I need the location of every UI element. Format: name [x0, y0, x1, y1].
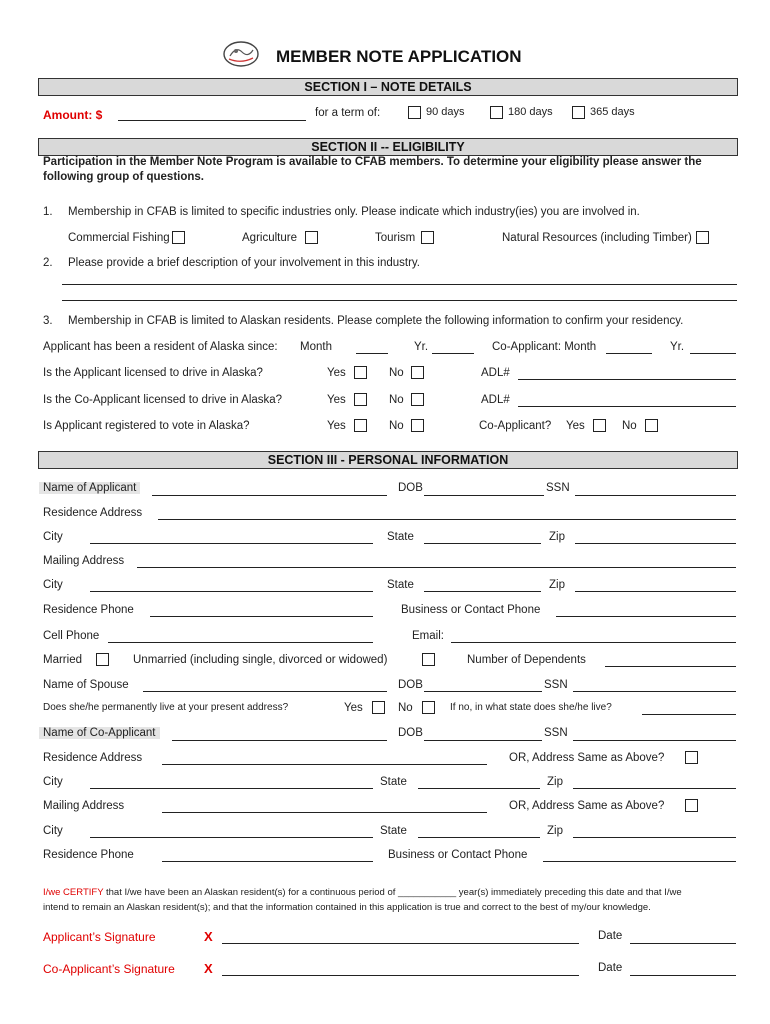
vote-coapp-yes-checkbox[interactable]: [593, 419, 606, 432]
coapp-mail-city-label: City: [43, 825, 63, 837]
mailing-address-label: Mailing Address: [43, 555, 125, 567]
coapp-month-input[interactable]: [606, 353, 652, 354]
spouse-dob-label: DOB: [398, 679, 423, 691]
res-state-label: State: [387, 531, 414, 543]
res-zip-label: Zip: [549, 531, 565, 543]
vote-coapp-yes-label: Yes: [566, 420, 585, 432]
vote-coapp-label: Co-Applicant?: [479, 420, 552, 432]
industry-fishing-label: Commercial Fishing: [68, 232, 170, 244]
q2-text: Please provide a brief description of your involvement in this industry.: [68, 257, 420, 269]
coapp-business-phone-label: Business or Contact Phone: [388, 849, 528, 861]
app-dob-label: DOB: [398, 482, 423, 494]
coapp-mail-same-label: OR, Address Same as Above?: [509, 800, 665, 812]
licensed-app-yes-label: Yes: [327, 367, 346, 379]
coapp-residence-input[interactable]: [162, 764, 487, 765]
industry-agriculture-checkbox[interactable]: [305, 231, 318, 244]
coapp-res-state-label: State: [380, 776, 407, 788]
coapp-ssn-label: SSN: [544, 727, 568, 739]
spouse-ssn-label: SSN: [544, 679, 568, 691]
term-365-label: 365 days: [590, 106, 635, 118]
industry-natural-label: Natural Resources (including Timber): [502, 232, 692, 244]
section1-header: SECTION I – NOTE DETAILS: [38, 78, 738, 96]
coapp-residence-phone-input[interactable]: [162, 861, 373, 862]
coapp-res-city-input[interactable]: [90, 788, 373, 789]
business-phone-label: Business or Contact Phone: [401, 604, 541, 616]
coapp-mail-zip-label: Zip: [547, 825, 563, 837]
adl-coapp-label: ADL#: [481, 394, 510, 406]
vote-yes-checkbox[interactable]: [354, 419, 367, 432]
mail-zip-label: Zip: [549, 579, 565, 591]
licensed-coapp-no-label: No: [389, 394, 404, 406]
vote-no-checkbox[interactable]: [411, 419, 424, 432]
coapp-res-state-input[interactable]: [418, 788, 540, 789]
section3-header: SECTION III - PERSONAL INFORMATION: [38, 451, 738, 469]
vote-no-label: No: [389, 420, 404, 432]
applicant-signature-label: Applicant’s Signature: [43, 930, 156, 944]
industry-tourism-label: Tourism: [375, 232, 416, 244]
licensed-coapp-no-checkbox[interactable]: [411, 393, 424, 406]
spouse-ssn-input[interactable]: [573, 691, 736, 692]
coapp-mailing-input[interactable]: [162, 812, 487, 813]
industry-fishing-checkbox[interactable]: [172, 231, 185, 244]
q1-text: Membership in CFAB is limited to specific industries only. Please indicate which industry(ies) you are involved in.: [68, 206, 640, 218]
business-phone-input[interactable]: [556, 616, 736, 617]
amount-label: Amount: $: [43, 108, 103, 122]
term-180-checkbox[interactable]: [490, 106, 503, 119]
applicant-signature-input[interactable]: [222, 943, 579, 944]
term-90-checkbox[interactable]: [408, 106, 421, 119]
mail-city-label: City: [43, 579, 63, 591]
applicant-date-label: Date: [598, 930, 623, 942]
res-city-input[interactable]: [90, 543, 373, 544]
licensed-app-yes-checkbox[interactable]: [354, 366, 367, 379]
resident-month-input[interactable]: [356, 353, 388, 354]
coapp-residence-phone-label: Residence Phone: [43, 849, 134, 861]
vote-yes-label: Yes: [327, 420, 346, 432]
coapplicant-signature-label: Co-Applicant’s Signature: [43, 962, 175, 976]
cell-phone-input[interactable]: [108, 642, 373, 643]
unmarried-checkbox[interactable]: [422, 653, 435, 666]
app-ssn-input[interactable]: [575, 495, 736, 496]
applicant-signature-x: X: [204, 929, 213, 944]
permanent-question: Does she/he permanently live at your present address?: [43, 702, 289, 713]
married-label: Married: [43, 654, 82, 666]
q2-number: 2.: [43, 257, 53, 269]
coapp-res-zip-input[interactable]: [573, 788, 736, 789]
vote-coapp-no-checkbox[interactable]: [645, 419, 658, 432]
permanent-yes-label: Yes: [344, 702, 363, 714]
q3-text: Membership in CFAB is limited to Alaskan residents. Please complete the following information to confirm your residency.: [68, 315, 684, 327]
licensed-coapp-yes-label: Yes: [327, 394, 346, 406]
coapp-mail-state-input[interactable]: [418, 837, 540, 838]
coapp-month-label: Co-Applicant: Month: [492, 341, 597, 353]
eligibility-intro: Participation in the Member Note Program is available to CFAB members. To determine your eligibility please answer the following group of questions.: [43, 156, 702, 183]
adl-coapp-input[interactable]: [518, 406, 736, 407]
spouse-dob-input[interactable]: [424, 691, 542, 692]
mail-state-label: State: [387, 579, 414, 591]
email-input[interactable]: [451, 642, 736, 643]
resident-since-label: Applicant has been a resident of Alaska since:: [43, 341, 278, 353]
app-ssn-label: SSN: [546, 482, 570, 494]
cell-phone-label: Cell Phone: [43, 630, 100, 642]
residence-address-label: Residence Address: [43, 507, 143, 519]
res-zip-input[interactable]: [575, 543, 736, 544]
adl-app-input[interactable]: [518, 379, 736, 380]
vote-coapp-no-label: No: [622, 420, 637, 432]
page-title: MEMBER NOTE APPLICATION: [276, 47, 522, 66]
permanent-no-label: No: [398, 702, 413, 714]
coapp-year-input[interactable]: [690, 353, 736, 354]
term-180-label: 180 days: [508, 106, 553, 118]
coapp-res-same-checkbox[interactable]: [685, 751, 698, 764]
mailing-address-input[interactable]: [137, 567, 736, 568]
q3-number: 3.: [43, 315, 53, 327]
res-city-label: City: [43, 531, 63, 543]
residence-phone-label: Residence Phone: [43, 604, 134, 616]
spouse-label: Name of Spouse: [43, 679, 129, 691]
term-label: for a term of:: [315, 107, 381, 119]
coapplicant-signature-x: X: [204, 961, 213, 976]
name-coapplicant-label: Name of Co-Applicant: [39, 727, 160, 739]
name-coapplicant-input[interactable]: [172, 740, 387, 741]
permanent-no-checkbox[interactable]: [422, 701, 435, 714]
q1-number: 1.: [43, 206, 53, 218]
term-90-label: 90 days: [426, 106, 465, 118]
permanent-yes-checkbox[interactable]: [372, 701, 385, 714]
adl-app-label: ADL#: [481, 367, 510, 379]
coapp-dob-label: DOB: [398, 727, 423, 739]
res-state-input[interactable]: [424, 543, 541, 544]
term-365-checkbox[interactable]: [572, 106, 585, 119]
coapp-ssn-input[interactable]: [573, 740, 736, 741]
coapp-mail-zip-input[interactable]: [573, 837, 736, 838]
name-applicant-label: Name of Applicant: [39, 482, 140, 494]
industry-tourism-checkbox[interactable]: [421, 231, 434, 244]
residence-phone-input[interactable]: [150, 616, 373, 617]
resident-year-input[interactable]: [432, 353, 474, 354]
dependents-label: Number of Dependents: [467, 654, 586, 666]
residence-address-input[interactable]: [158, 519, 736, 520]
involvement-line-2[interactable]: [62, 300, 737, 301]
certify-text-1: that I/we have been an Alaskan resident(s) for a continuous period of ___________ year(s) immediately preceding this date and that I/we: [103, 887, 682, 898]
coapp-res-same-label: OR, Address Same as Above?: [509, 752, 665, 764]
mail-zip-input[interactable]: [575, 591, 736, 592]
licensed-coapp-yes-checkbox[interactable]: [354, 393, 367, 406]
coapplicant-date-label: Date: [598, 962, 623, 974]
coapp-mailing-label: Mailing Address: [43, 800, 125, 812]
coapp-mail-state-label: State: [380, 825, 407, 837]
industry-natural-checkbox[interactable]: [696, 231, 709, 244]
coapp-residence-label: Residence Address: [43, 752, 143, 764]
name-applicant-input[interactable]: [152, 495, 387, 496]
coapp-res-zip-label: Zip: [547, 776, 563, 788]
certify-lead: I/we CERTIFY: [43, 887, 104, 898]
coapp-business-phone-input[interactable]: [543, 861, 736, 862]
mail-city-input[interactable]: [90, 591, 373, 592]
email-label: Email:: [412, 630, 444, 642]
if-no-state-input[interactable]: [642, 714, 736, 715]
section2-header: SECTION II -- ELIGIBILITY: [38, 138, 738, 156]
licensed-app-no-checkbox[interactable]: [411, 366, 424, 379]
coapp-mail-same-checkbox[interactable]: [685, 799, 698, 812]
coapp-res-city-label: City: [43, 776, 63, 788]
licensed-app-no-label: No: [389, 367, 404, 379]
coapplicant-signature-input[interactable]: [222, 975, 579, 976]
resident-month-label: Month: [300, 341, 332, 353]
coapp-dob-input[interactable]: [424, 740, 542, 741]
licensed-coapplicant-label: Is the Co-Applicant licensed to drive in Alaska?: [43, 394, 283, 406]
coapp-mail-city-input[interactable]: [90, 837, 373, 838]
app-dob-input[interactable]: [424, 495, 544, 496]
applicant-date-input[interactable]: [630, 943, 736, 944]
certify-text-2: intend to remain an Alaskan resident(s); and that the information contained in this application is true and correct to the best of my/our knowledge.: [43, 902, 651, 913]
resident-year-label: Yr.: [414, 341, 429, 353]
licensed-applicant-label: Is the Applicant licensed to drive in Alaska?: [43, 367, 263, 379]
married-checkbox[interactable]: [96, 653, 109, 666]
spouse-input[interactable]: [143, 691, 387, 692]
coapp-year-label: Yr.: [670, 341, 685, 353]
coapplicant-date-input[interactable]: [630, 975, 736, 976]
involvement-line-1[interactable]: [62, 284, 737, 285]
amount-input[interactable]: [118, 120, 306, 121]
unmarried-label: Unmarried (including single, divorced or widowed): [133, 654, 388, 666]
certify-line-1: [43, 887, 682, 898]
dependents-input[interactable]: [605, 666, 736, 667]
vote-label: Is Applicant registered to vote in Alaska?: [43, 420, 250, 432]
mail-state-input[interactable]: [424, 591, 541, 592]
if-no-state-label: If no, in what state does she/he live?: [450, 702, 612, 713]
cfab-logo-icon: [222, 40, 260, 68]
industry-agriculture-label: Agriculture: [242, 232, 297, 244]
